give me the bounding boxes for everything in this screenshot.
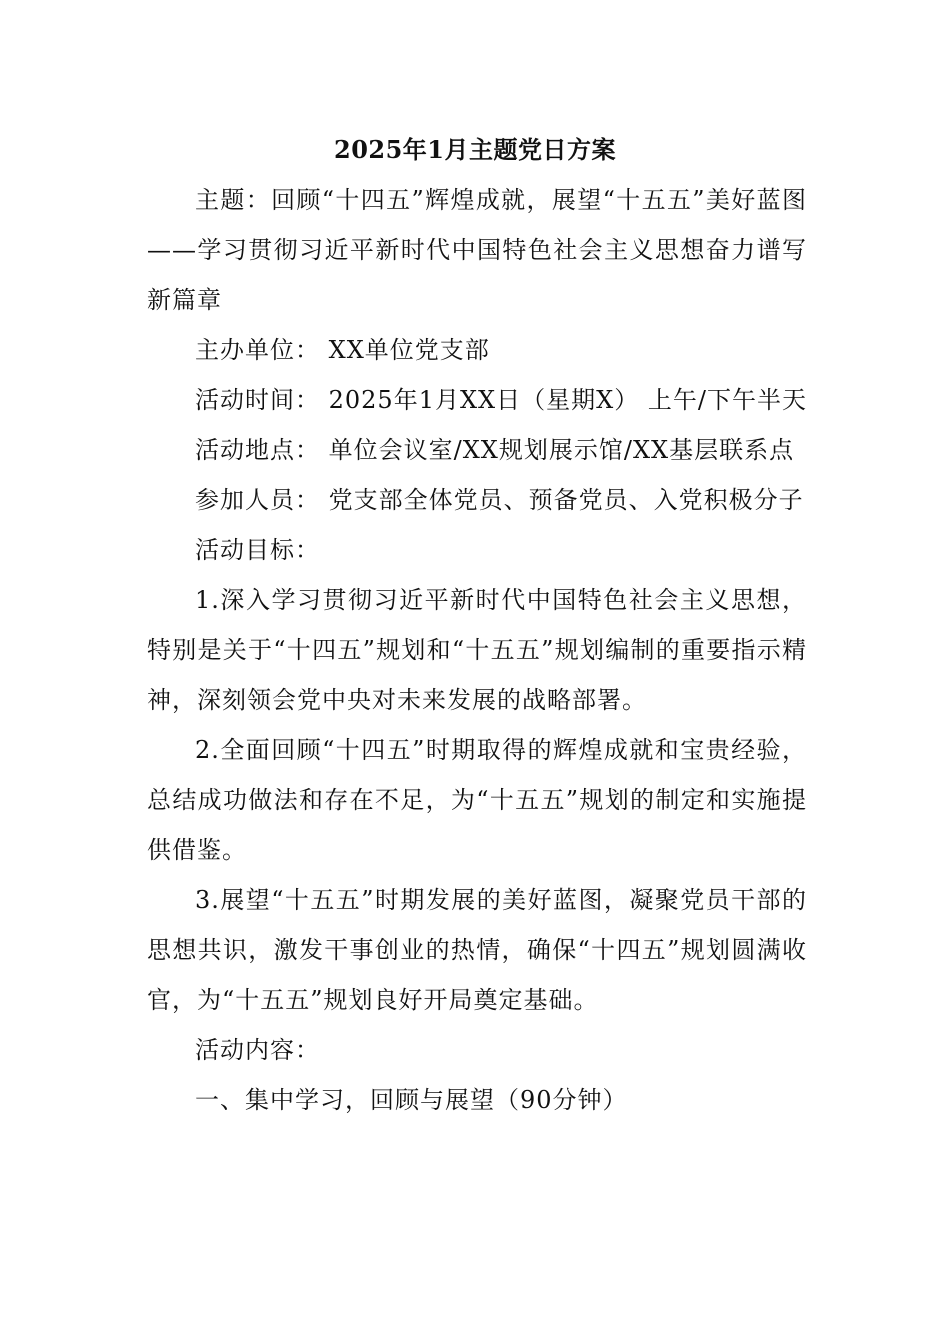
paragraph-goals-heading: 活动目标： xyxy=(195,536,320,564)
paragraph-goal-1: 1.深入学习贯彻习近平新时代中国特色社会主义思想，特别是关于“十四五”规划和“十五五”规划编制的重要指示精神，深刻领会党中央对未来发展的战略部署。 xyxy=(147,586,807,714)
document-title: 2025年1月主题党日方案 xyxy=(334,135,616,164)
document-body xyxy=(147,175,807,1125)
paragraph-content-heading: 活动内容： xyxy=(195,1036,320,1064)
paragraph-goal-3: 3.展望“十五五”时期发展的美好蓝图，凝聚党员干部的思想共识，激发干事创业的热情，确保“十四五”规划圆满收官，为“十五五”规划良好开局奠定基础。 xyxy=(147,886,807,1014)
paragraph-goal-2: 2.全面回顾“十四五”时期取得的辉煌成就和宝贵经验，总结成功做法和存在不足，为“十五五”规划的制定和实施提供借鉴。 xyxy=(147,736,807,864)
paragraph-participants: 参加人员： 党支部全体党员、预备党员、入党积极分子 xyxy=(195,486,804,514)
paragraph-organizer: 主办单位： XX单位党支部 xyxy=(195,336,490,364)
paragraph-location: 活动地点： 单位会议室/XX规划展示馆/XX基层联系点 xyxy=(195,436,795,464)
paragraph-time: 活动时间： 2025年1月XX日（星期X） 上午/下午半天 xyxy=(195,386,807,414)
paragraph-section-1: 一、集中学习，回顾与展望（90分钟） xyxy=(195,1086,628,1114)
paragraph-theme: 主题：回顾“十四五”辉煌成就，展望“十五五”美好蓝图——学习贯彻习近平新时代中国特色社会主义思想奋力谱写新篇章 xyxy=(147,186,807,314)
